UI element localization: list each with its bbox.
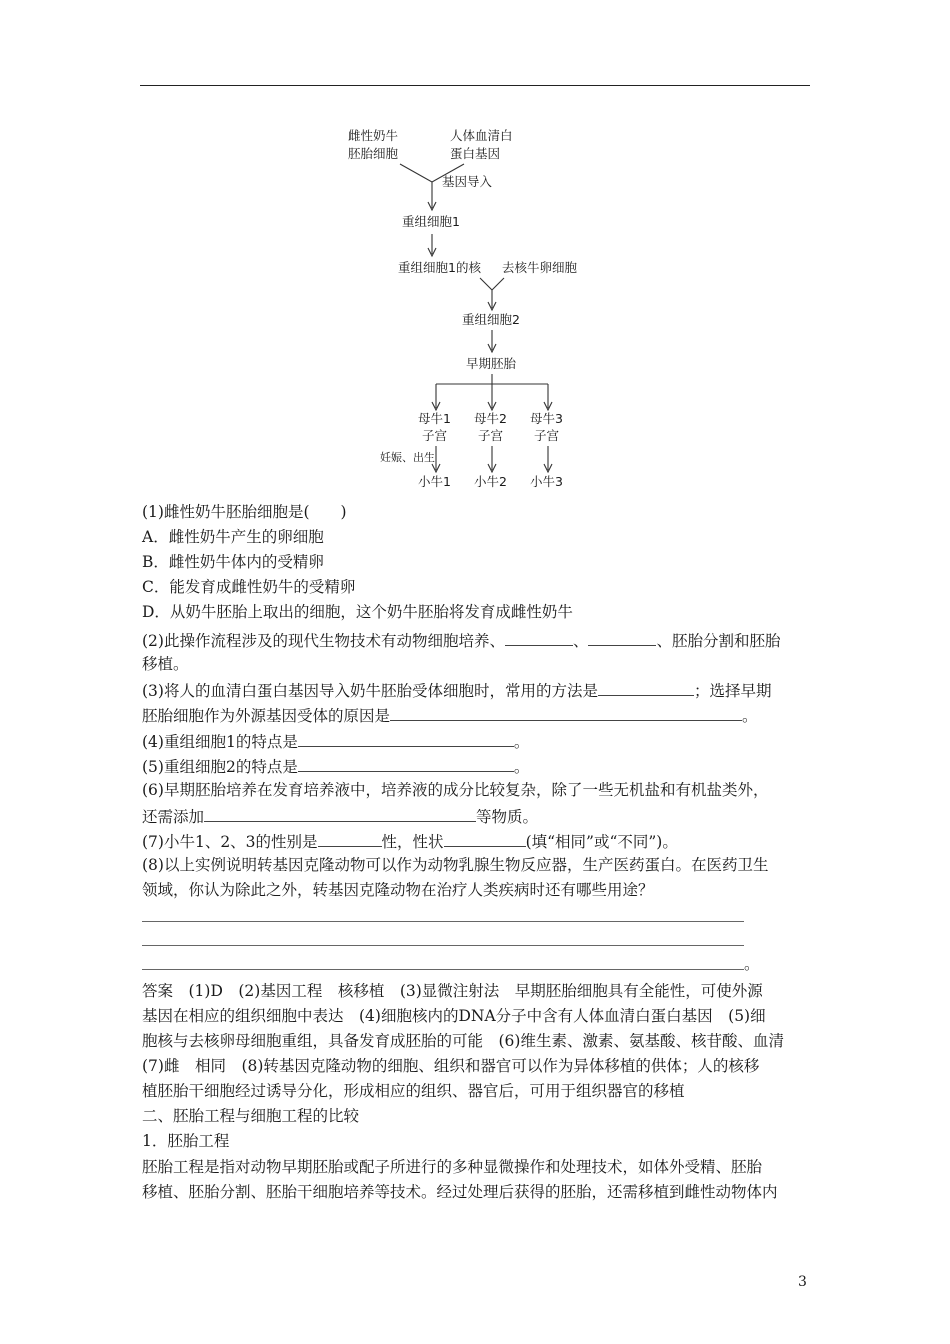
- answer-5: 植胚胎干细胞经过诱导分化，形成相应的组织、器官后，可用于组织器官的移植: [142, 1082, 685, 1100]
- answer-blank[interactable]: [298, 755, 514, 772]
- node-recombinant-cell-1: 重组细胞1: [402, 214, 460, 229]
- merge-arrow-2: [480, 278, 504, 290]
- label-pregnancy-birth: 妊娠、出生: [380, 451, 435, 464]
- answer-4: (7)雌 相同 (8)转基因克隆动物的细胞、组织和器官可以作为异体移植的供体；人的核移: [142, 1057, 760, 1075]
- question-8: (8)以上实例说明转基因克隆动物可以作为动物乳腺生物反应器，生产医药蛋白。在医药卫生: [142, 856, 769, 874]
- answer-blank[interactable]: [204, 805, 476, 822]
- answer-line[interactable]: [142, 945, 744, 946]
- cow-3: 母牛3: [530, 411, 563, 426]
- answer-line[interactable]: [142, 921, 744, 922]
- label-human-albumin-2: 蛋白基因: [450, 146, 501, 161]
- answer-blank[interactable]: [390, 704, 742, 721]
- option-c: C．能发育成雌性奶牛的受精卵: [142, 578, 356, 596]
- label-gene-transfer: 基因导入: [442, 174, 493, 189]
- header-rule: [140, 85, 810, 86]
- question-1: (1)雌性奶牛胚胎细胞是( ): [142, 503, 347, 521]
- answer-3: 胞核与去核卵母细胞重组，具备发育成胚胎的可能 (6)维生素、激素、氨基酸、核苷酸、血清: [142, 1032, 784, 1050]
- option-b: B．雌性奶牛体内的受精卵: [142, 553, 324, 571]
- option-a: A．雌性奶牛产生的卵细胞: [142, 528, 324, 546]
- question-7: (7)小牛1、2、3的性别是 性，性状 (填“相同”或“不同”)。: [142, 830, 678, 852]
- question-5: (5)重组细胞2的特点是 。: [142, 755, 529, 777]
- answer-1: 答案 (1)D (2)基因工程 核移植 (3)显微注射法 早期胚胎细胞具有全能性，可使外源: [142, 982, 763, 1000]
- answer-blank[interactable]: [505, 629, 573, 646]
- calf-2: 小牛2: [474, 474, 507, 489]
- question-6-cont: 还需添加 等物质。: [142, 805, 538, 827]
- question-4: (4)重组细胞1的特点是 。: [142, 730, 529, 752]
- answer-blank[interactable]: [318, 830, 382, 847]
- question-3-cont: 胚胎细胞作为外源基因受体的原因是 。: [142, 704, 758, 726]
- page-number: 3: [798, 1274, 807, 1290]
- calf-1: 小牛1: [418, 474, 451, 489]
- answer-line[interactable]: [142, 969, 744, 970]
- question-6: (6)早期胚胎培养在发育培养液中，培养液的成分比较复杂，除了一些无机盐和有机盐类外，: [142, 781, 769, 799]
- question-2-cont: 移植。: [142, 655, 189, 673]
- cow-2-uterus: 子宫: [478, 428, 504, 443]
- node-nucleus: 重组细胞1的核: [398, 260, 481, 275]
- option-d: D．从奶牛胚胎上取出的细胞，这个奶牛胚胎将发育成雌性奶牛: [142, 603, 573, 621]
- label-human-albumin-1: 人体血清白: [450, 128, 513, 143]
- section-heading: 二、胚胎工程与细胞工程的比较: [142, 1107, 360, 1125]
- cow-2: 母牛2: [474, 411, 507, 426]
- answer-blank[interactable]: [588, 629, 656, 646]
- answer-blank[interactable]: [444, 830, 526, 847]
- question-2: (2)此操作流程涉及的现代生物技术有动物细胞培养、 、 、胚胎分割和胚胎: [142, 629, 781, 651]
- answer-blank[interactable]: [298, 730, 514, 747]
- cow-1: 母牛1: [418, 411, 451, 426]
- answer-blank[interactable]: [598, 679, 694, 696]
- subsection-heading: 1．胚胎工程: [142, 1132, 230, 1150]
- paragraph-line-2: 移植、胚胎分割、胚胎干细胞培养等技术。经过处理后获得的胚胎，还需移植到雌性动物体内: [142, 1183, 778, 1201]
- paragraph-line-1: 胚胎工程是指对动物早期胚胎或配子所进行的多种显微操作和处理技术，如体外受精、胚胎: [142, 1158, 763, 1176]
- cow-3-uterus: 子宫: [534, 428, 560, 443]
- question-3: (3)将人的血清白蛋白基因导入奶牛胚胎受体细胞时，常用的方法是 ；选择早期: [142, 679, 771, 701]
- cow-1-uterus: 子宫: [422, 428, 448, 443]
- node-recombinant-cell-2: 重组细胞2: [462, 312, 520, 327]
- node-enucleated-egg: 去核牛卵细胞: [502, 260, 578, 275]
- node-early-embryo: 早期胚胎: [466, 356, 517, 371]
- embryo-flow-diagram: [340, 118, 610, 498]
- label-female-cow-embryo-2: 胚胎细胞: [348, 146, 399, 161]
- question-8-cont: 领域，你认为除此之外，转基因克隆动物在治疗人类疾病时还有哪些用途？: [142, 881, 654, 899]
- label-female-cow-embryo-1: 雌性奶牛: [348, 128, 399, 143]
- end-mark: 。: [744, 955, 760, 973]
- calf-3: 小牛3: [530, 474, 563, 489]
- answer-2: 基因在相应的组织细胞中表达 (4)细胞核内的DNA分子中含有人体血清白蛋白基因 (5)细: [142, 1007, 766, 1025]
